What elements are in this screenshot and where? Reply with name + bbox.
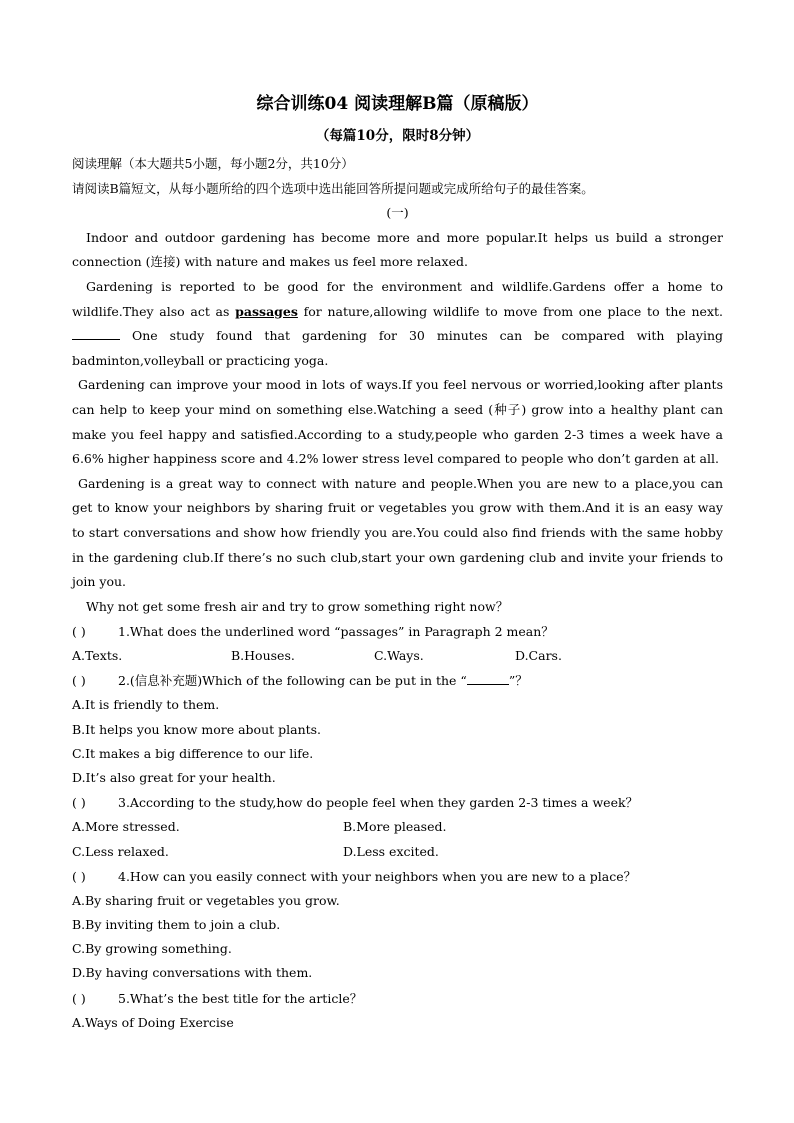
question-2-stem-part-1: 2.(信息补充题)Which of the following can be put in the “: [118, 673, 467, 689]
question-blank: [467, 672, 509, 685]
option-a: A.It is friendly to them.: [72, 697, 220, 713]
answer-paren: ( ): [72, 990, 86, 1006]
question-3-stem: 3.According to the study,how do people feel when they garden 2-3 times a week？: [118, 795, 639, 811]
question-3-options-row-1: [72, 815, 723, 839]
option-d: D.Cars.: [515, 648, 562, 664]
question-1-stem: 1.What does the underlined word “passages” in Paragraph 2 mean？: [118, 624, 554, 640]
question-5: [72, 986, 723, 1011]
passage-paragraph-4: Gardening is a great way to connect with nature and people.When you are new to a place,you can get to know your neighbors by sharing fruit or vegetables you grow with them.And it is an easy way to start conversations and show how friendly you are.You could also find friends with the same hobby in the gardening club.If there’s no such club,start your own gardening club and invite your friends to join you.: [72, 475, 723, 590]
document-title: 综合训练04 阅读理解B篇（原稿版）: [256, 94, 539, 114]
document-page: [72, 92, 723, 1035]
passage-paragraph-2-part-2: for nature,allowing wildlife to move from one place to the next.: [297, 303, 724, 319]
question-4-stem: 4.How can you easily connect with your neighbors when you are new to a place？: [118, 868, 637, 884]
option-c: C.Less relaxed.: [72, 843, 169, 859]
question-4: [72, 864, 723, 889]
option-c: C.It makes a big difference to our life.: [72, 745, 314, 761]
question-2-stem: [118, 668, 528, 693]
question-1-options: [72, 644, 723, 668]
answer-paren: ( ): [72, 795, 86, 811]
passage-paragraph-3: Gardening can improve your mood in lots of ways.If you feel nervous or worried,looking after plants can help to keep your mind on something else.Watching a seed (种子) grow into a healthy plant can make you feel happy and satisfied.According to a study,people who garden 2-3 times a week have a 6.6% higher happiness score and 4.2% lower stress level compared to people who don’t garden at all.: [72, 377, 723, 467]
option-a: A.Ways of Doing Exercise: [72, 1014, 234, 1030]
answer-paren: ( ): [72, 673, 86, 689]
option-b: B.More pleased.: [343, 819, 447, 835]
section-mark: (一): [386, 205, 409, 221]
option-a: A.By sharing fruit or vegetables you grow.: [72, 892, 340, 908]
option-b: B.By inviting them to join a club.: [72, 916, 281, 932]
answer-paren: ( ): [72, 868, 86, 884]
question-5-stem: 5.What’s the best title for the article？: [118, 990, 363, 1006]
fill-in-blank: [72, 327, 120, 340]
passage-paragraph-1: Indoor and outdoor gardening has become more and more popular.It helps us build a stronger connection (连接) with nature and makes us feel more relaxed.: [72, 229, 723, 270]
instruction-line-2: 请阅读B篇短文，从每小题所给的四个选项中选出能回答所提问题或完成所给句子的最佳答案。: [72, 180, 594, 196]
passage-paragraph-5: Why not get some fresh air and try to grow something right now？: [86, 598, 509, 614]
passage-paragraph-2-part-3: One study found that gardening for 30 minutes can be compared with playing badminton,volleyball or practicing yoga.: [72, 328, 723, 368]
option-c: C.Ways.: [374, 648, 424, 664]
instruction-line-1: 阅读理解（本大题共5小题，每小题2分，共10分）: [72, 156, 354, 171]
underlined-word-passages: passages: [235, 303, 298, 319]
option-b: B.It helps you know more about plants.: [72, 721, 322, 737]
passage-paragraph-2: [72, 275, 723, 373]
document-subtitle: （每篇10分，限时8分钟）: [315, 128, 480, 144]
question-3: [72, 790, 723, 815]
question-1: [72, 619, 723, 644]
question-2: [72, 668, 723, 693]
option-a: A.Texts.: [72, 648, 123, 664]
question-3-options-row-2: [72, 840, 723, 864]
question-2-stem-part-2: ”？: [508, 673, 528, 689]
option-c: C.By growing something.: [72, 941, 232, 957]
option-d: D.By having conversations with them.: [72, 965, 313, 981]
answer-paren: ( ): [72, 624, 86, 640]
option-a: A.More stressed.: [72, 819, 180, 835]
option-b: B.Houses.: [231, 648, 295, 664]
option-d: D.Less excited.: [343, 843, 439, 859]
option-d: D.It’s also great for your health.: [72, 770, 276, 786]
passage-paragraph-2-part-1: Gardening is reported to be good for the environment and wildlife.Gardens offer a home to wildlife.They also act as: [72, 278, 723, 319]
